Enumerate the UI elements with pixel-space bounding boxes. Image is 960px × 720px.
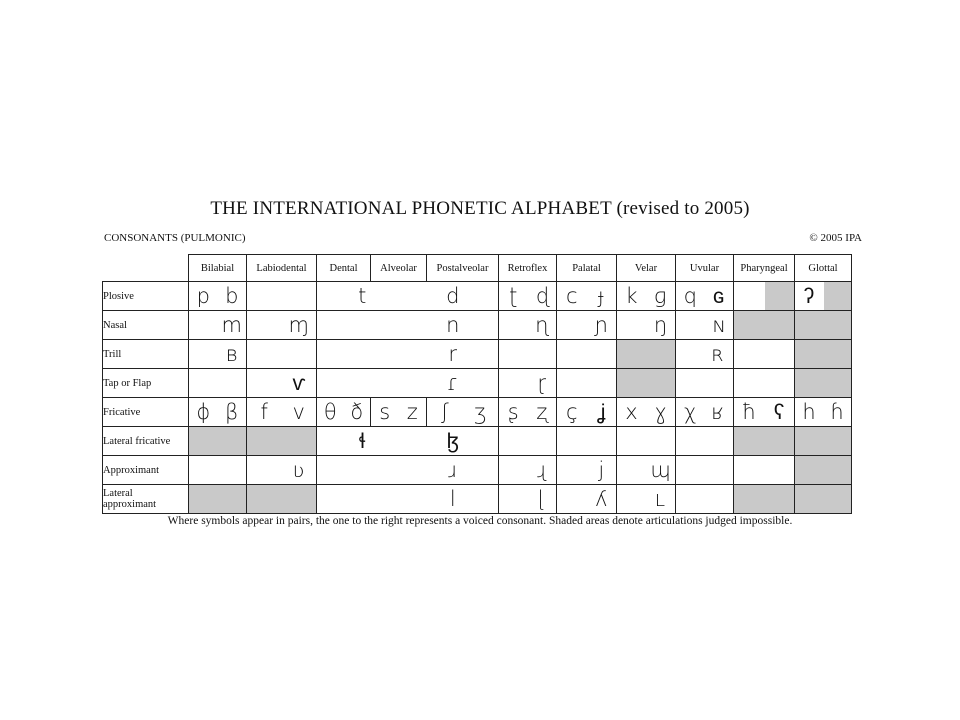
phoneme-cell [317, 427, 499, 456]
row-header: Lateral approximant [103, 485, 189, 514]
voiceless-symbol: h [802, 400, 816, 424]
voiceless-symbol: θ [323, 400, 337, 424]
column-header: Glottal [795, 255, 852, 282]
phoneme-cell [317, 369, 499, 398]
voiced-symbol: m [221, 313, 242, 337]
voiceless-symbol: s [379, 400, 391, 424]
voiced-symbol: ɾ [447, 371, 459, 395]
voiced-symbol: ɳ [535, 313, 549, 337]
phoneme-cell [795, 282, 852, 311]
phoneme-cell [617, 282, 676, 311]
phoneme-cell [676, 369, 734, 398]
phoneme-cell [676, 282, 734, 311]
phoneme-cell [189, 340, 247, 369]
manner-row [103, 398, 852, 427]
voiceless-symbol: ʂ [507, 400, 519, 424]
phoneme-cell [734, 456, 795, 485]
voiced-symbol: ʟ [654, 487, 667, 511]
column-header: Pharyngeal [734, 255, 795, 282]
phoneme-cell [795, 369, 852, 398]
phoneme-cell [617, 340, 676, 369]
phoneme-cell [189, 485, 247, 514]
phoneme-cell [371, 398, 427, 427]
phoneme-cell [557, 398, 617, 427]
manner-row [103, 456, 852, 485]
phoneme-cell [557, 340, 617, 369]
voiced-symbol: β [225, 400, 239, 424]
voiceless-symbol: t [358, 284, 367, 308]
row-header: Fricative [103, 398, 189, 427]
phoneme-cell [317, 485, 499, 514]
phoneme-cell [795, 311, 852, 340]
phoneme-cell [499, 369, 557, 398]
voiced-symbol: ʕ [773, 400, 785, 424]
phoneme-cell [247, 282, 317, 311]
phoneme-cell [734, 340, 795, 369]
phoneme-cell [734, 485, 795, 514]
voiced-symbol: d [446, 284, 460, 308]
manner-row [103, 485, 852, 514]
phoneme-cell [734, 311, 795, 340]
phoneme-cell [557, 282, 617, 311]
row-header: Trill [103, 340, 189, 369]
column-header: Palatal [557, 255, 617, 282]
voiced-symbol: ɣ [653, 400, 668, 424]
phoneme-cell [676, 340, 734, 369]
phoneme-cell [557, 485, 617, 514]
voiceless-symbol: ɬ [359, 429, 366, 453]
manner-row [103, 340, 852, 369]
voiced-symbol: ⱱ [292, 371, 306, 395]
copyright-notice: © 2005 IPA [809, 232, 862, 244]
phoneme-cell [617, 311, 676, 340]
voiced-symbol: ɮ [446, 429, 459, 453]
phoneme-cell [189, 427, 247, 456]
phoneme-cell [247, 398, 317, 427]
voiced-symbol: ð [350, 400, 364, 424]
phoneme-cell [189, 311, 247, 340]
voiced-symbol: z [406, 400, 418, 424]
consonant-chart [102, 254, 852, 514]
phoneme-cell [499, 456, 557, 485]
phoneme-cell [427, 398, 499, 427]
phoneme-cell [734, 282, 795, 311]
voiced-symbol: ɱ [288, 313, 309, 337]
column-header: Postalveolar [427, 255, 499, 282]
phoneme-cell [557, 427, 617, 456]
voiced-symbol: ʀ [712, 342, 726, 366]
row-header: Plosive [103, 282, 189, 311]
phoneme-cell [499, 427, 557, 456]
column-header: Bilabial [189, 255, 247, 282]
manner-row [103, 282, 852, 311]
phoneme-cell [617, 456, 676, 485]
phoneme-cell [795, 398, 852, 427]
voiced-symbol: ʙ [225, 342, 238, 366]
voiced-symbol: v [292, 400, 305, 424]
phoneme-cell [557, 369, 617, 398]
voiceless-symbol: f [260, 400, 268, 424]
column-header: Uvular [676, 255, 734, 282]
phoneme-cell [795, 340, 852, 369]
voiced-symbol: ʁ [712, 400, 726, 424]
voiced-symbol: ɻ [537, 458, 547, 482]
voiced-symbol: ɽ [537, 371, 547, 395]
voiced-symbol: r [448, 342, 458, 366]
row-header: Approximant [103, 456, 189, 485]
footnote: Where symbols appear in pairs, the one to the right represents a voiced consonant. Shaded areas denote articulations judged impossible. [167, 515, 793, 527]
ipa-table [102, 254, 852, 514]
row-header: Lateral fricative [103, 427, 189, 456]
section-heading: CONSONANTS (PULMONIC) [104, 232, 246, 244]
phoneme-cell [676, 398, 734, 427]
voiceless-symbol: ʔ [803, 284, 815, 308]
voiced-symbol: ɭ [537, 487, 546, 511]
column-header: Alveolar [371, 255, 427, 282]
voiceless-symbol: ʃ [441, 400, 449, 424]
phoneme-cell [247, 456, 317, 485]
phoneme-cell [795, 427, 852, 456]
phoneme-cell [676, 485, 734, 514]
voiceless-symbol: c [565, 284, 578, 308]
voiced-symbol: ɢ [712, 284, 725, 308]
phoneme-cell [499, 398, 557, 427]
voiced-symbol: ʎ [595, 487, 608, 511]
phoneme-cell [617, 398, 676, 427]
voiced-symbol: j [598, 458, 605, 482]
phoneme-cell [617, 369, 676, 398]
phoneme-cell [317, 398, 371, 427]
corner-cell [103, 255, 189, 282]
voiced-symbol: ɹ [448, 458, 458, 482]
phoneme-cell [617, 427, 676, 456]
voiced-symbol: ɟ [597, 284, 605, 308]
phoneme-cell [557, 456, 617, 485]
phoneme-cell [795, 456, 852, 485]
manner-row [103, 369, 852, 398]
voiceless-symbol: x [625, 400, 638, 424]
page-title: THE INTERNATIONAL PHONETIC ALPHABET (revised to 2005) [210, 198, 750, 219]
phoneme-cell [247, 427, 317, 456]
phoneme-cell [189, 282, 247, 311]
phoneme-cell [317, 282, 499, 311]
row-header: Nasal [103, 311, 189, 340]
voiceless-symbol: ç [565, 400, 578, 424]
voiced-symbol: ɲ [594, 313, 608, 337]
phoneme-cell [499, 340, 557, 369]
voiceless-symbol: p [196, 284, 210, 308]
phoneme-cell [795, 485, 852, 514]
row-header: Tap or Flap [103, 369, 189, 398]
voiced-symbol: ɴ [712, 313, 726, 337]
manner-row [103, 427, 852, 456]
phoneme-cell [676, 427, 734, 456]
voiceless-symbol: ħ [741, 400, 757, 424]
column-header: Dental [317, 255, 371, 282]
phoneme-cell [499, 311, 557, 340]
column-header: Velar [617, 255, 676, 282]
voiced-symbol: ɰ [650, 458, 671, 482]
manner-row [103, 311, 852, 340]
phoneme-cell [557, 311, 617, 340]
phoneme-cell [189, 456, 247, 485]
voiced-symbol: l [449, 487, 456, 511]
phoneme-cell [734, 398, 795, 427]
voiceless-symbol: ɸ [196, 400, 211, 424]
phoneme-cell [617, 485, 676, 514]
phoneme-cell [189, 398, 247, 427]
voiceless-symbol: q [683, 284, 697, 308]
phoneme-cell [676, 456, 734, 485]
voiced-symbol: ʝ [597, 400, 606, 424]
voiced-symbol: ŋ [653, 313, 668, 337]
voiced-symbol: b [225, 284, 239, 308]
phoneme-cell [317, 340, 499, 369]
voiceless-symbol: k [625, 284, 638, 308]
phoneme-cell [734, 369, 795, 398]
phoneme-cell [499, 485, 557, 514]
column-header: Retroflex [499, 255, 557, 282]
voiced-symbol: ɡ [653, 284, 668, 308]
phoneme-cell [247, 369, 317, 398]
voiced-symbol: ʋ [292, 458, 306, 482]
phoneme-cell [499, 282, 557, 311]
voiced-symbol: ɦ [830, 400, 844, 424]
phoneme-cell [247, 485, 317, 514]
voiced-symbol: ɖ [535, 284, 549, 308]
phoneme-cell [189, 369, 247, 398]
phoneme-cell [317, 311, 499, 340]
phoneme-cell [247, 311, 317, 340]
phoneme-cell [734, 427, 795, 456]
phoneme-cell [247, 340, 317, 369]
voiceless-symbol: χ [684, 400, 697, 424]
voiced-symbol: n [446, 313, 460, 337]
phoneme-cell [676, 311, 734, 340]
voiced-symbol: ʐ [536, 400, 548, 424]
voiceless-symbol: ʈ [509, 284, 518, 308]
column-header: Labiodental [247, 255, 317, 282]
voiced-symbol: ʒ [474, 400, 487, 424]
phoneme-cell [317, 456, 499, 485]
